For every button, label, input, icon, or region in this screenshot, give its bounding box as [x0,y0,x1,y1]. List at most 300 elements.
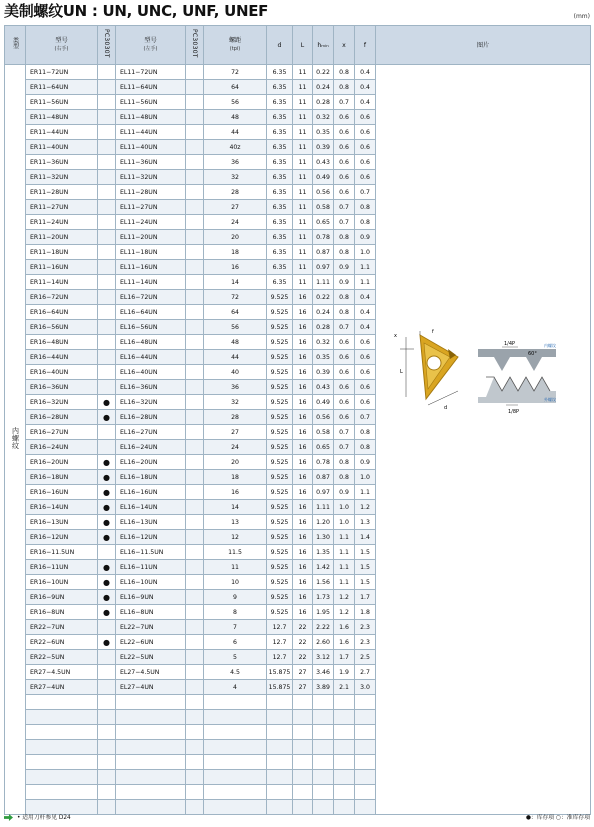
cell-f-value: 1.3 [355,515,376,530]
cell-stock-right [98,305,116,320]
cell-stock-right [98,170,116,185]
cell-stock-left [186,785,204,800]
footer-legend: ●：库存项 ○：准库存项 [525,815,590,821]
cell-f-value: 0.4 [355,290,376,305]
cell-l-value: 22 [293,620,313,635]
cell-pitch: 20 [204,455,267,470]
cell-l-value: 16 [293,485,313,500]
cell-stock-left [186,410,204,425]
cell-stock-left [186,605,204,620]
cell-l-value [293,725,313,740]
cell-l-value: 11 [293,140,313,155]
cell-f-value [355,710,376,725]
cell-left-model: EL11−44UN [116,125,186,140]
cell-x-value: 1.6 [334,620,355,635]
cell-left-model: EL16−16UN [116,485,186,500]
cell-x-value [334,725,355,740]
cell-stock-left [186,350,204,365]
cell-x-value: 1.9 [334,665,355,680]
cell-hmin-value: 0.78 [313,455,334,470]
cell-pitch: 44 [204,125,267,140]
cell-left-model: EL16−12UN [116,530,186,545]
cell-l-value: 11 [293,65,313,80]
cell-stock-right [98,185,116,200]
cell-hmin-value: 0.97 [313,260,334,275]
cell-left-model: EL11−27UN [116,200,186,215]
cell-right-model: ER16−28UN [26,410,98,425]
cell-d-value: 9.525 [267,440,293,455]
diagram-label-d: d [444,405,448,411]
cell-stock-left [186,695,204,710]
cell-right-model [26,770,98,785]
cell-f-value [355,785,376,800]
cell-d-value: 6.35 [267,275,293,290]
cell-f-value: 0.6 [355,170,376,185]
cell-left-model: EL16−11.5UN [116,545,186,560]
cell-f-value: 1.1 [355,260,376,275]
cell-pitch: 16 [204,260,267,275]
cell-right-model: ER11−14UN [26,275,98,290]
header-L: L [293,26,313,65]
cell-stock-left [186,155,204,170]
cell-l-value: 11 [293,230,313,245]
cell-stock-right [98,440,116,455]
cell-stock-right [98,725,116,740]
cell-f-value: 1.0 [355,470,376,485]
cell-hmin-value: 0.87 [313,470,334,485]
cell-l-value: 16 [293,290,313,305]
cell-l-value: 16 [293,305,313,320]
header-grade-left: PC3030T [186,26,204,65]
cell-x-value: 0.8 [334,470,355,485]
cell-f-value: 0.6 [355,140,376,155]
cell-stock-right [98,695,116,710]
cell-stock-right: ● [98,500,116,515]
cell-stock-right [98,290,116,305]
cell-stock-left [186,65,204,80]
cell-hmin-value: 1.30 [313,530,334,545]
cell-right-model: ER11−28UN [26,185,98,200]
cell-hmin-value [313,785,334,800]
cell-stock-left [186,125,204,140]
cell-d-value [267,695,293,710]
cell-pitch [204,710,267,725]
cell-l-value: 11 [293,245,313,260]
cell-pitch: 44 [204,350,267,365]
cell-x-value: 0.8 [334,305,355,320]
cell-hmin-value: 0.65 [313,440,334,455]
cell-stock-right: ● [98,485,116,500]
cell-hmin-value: 1.35 [313,545,334,560]
cell-left-model: EL16−20UN [116,455,186,470]
cell-pitch: 7 [204,620,267,635]
cell-stock-left [186,575,204,590]
cell-left-model: EL11−32UN [116,170,186,185]
cell-d-value [267,740,293,755]
cell-d-value: 9.525 [267,530,293,545]
diagram-pitch-bottom: 1/8P [508,409,520,415]
header-f: f [355,26,376,65]
cell-stock-left [186,110,204,125]
cell-l-value: 11 [293,200,313,215]
cell-hmin-value [313,695,334,710]
cell-l-value: 16 [293,515,313,530]
cell-x-value: 0.6 [334,365,355,380]
cell-f-value: 0.7 [355,185,376,200]
cell-left-model: EL27−4.5UN [116,665,186,680]
cell-right-model: ER16−9UN [26,590,98,605]
cell-x-value: 0.7 [334,425,355,440]
cell-l-value [293,755,313,770]
table-header-row [5,26,591,65]
cell-left-model [116,710,186,725]
header-right-model: 型号 (右手) [26,26,98,65]
cell-stock-right [98,665,116,680]
cell-stock-right [98,770,116,785]
cell-stock-left [186,560,204,575]
cell-pitch: 10 [204,575,267,590]
cell-right-model: ER16−11UN [26,560,98,575]
cell-stock-right [98,230,116,245]
cell-stock-left [186,395,204,410]
cell-d-value: 6.35 [267,260,293,275]
cell-f-value: 1.0 [355,245,376,260]
cell-right-model: ER27−4.5UN [26,665,98,680]
cell-f-value: 0.8 [355,425,376,440]
cell-x-value: 0.6 [334,350,355,365]
cell-stock-left [186,380,204,395]
cell-x-value: 0.8 [334,65,355,80]
cell-stock-left [186,440,204,455]
cell-right-model: ER11−36UN [26,155,98,170]
cell-l-value: 27 [293,680,313,695]
cell-f-value: 1.1 [355,485,376,500]
cell-f-value: 0.7 [355,410,376,425]
cell-hmin-value: 1.42 [313,560,334,575]
cell-stock-left [186,200,204,215]
cell-pitch: 56 [204,95,267,110]
cell-stock-left [186,770,204,785]
cell-stock-left [186,275,204,290]
cell-d-value [267,755,293,770]
cell-l-value: 11 [293,215,313,230]
cell-stock-right: ● [98,575,116,590]
cell-f-value: 1.4 [355,530,376,545]
cell-stock-right [98,350,116,365]
cell-stock-right [98,380,116,395]
cell-stock-right [98,710,116,725]
cell-stock-left [186,470,204,485]
cell-right-model: ER11−72UN [26,65,98,80]
cell-left-model: EL16−72UN [116,290,186,305]
cell-right-model: ER16−32UN [26,395,98,410]
cell-hmin-value: 2.22 [313,620,334,635]
cell-left-model: EL11−72UN [116,65,186,80]
cell-f-value: 2.3 [355,620,376,635]
cell-left-model: EL16−56UN [116,320,186,335]
cell-hmin-value: 0.24 [313,80,334,95]
diagram-label-L: L [400,369,403,375]
cell-d-value: 6.35 [267,185,293,200]
cell-pitch: 9 [204,590,267,605]
cell-left-model: EL16−64UN [116,305,186,320]
cell-pitch: 28 [204,185,267,200]
cell-left-model: EL16−28UN [116,410,186,425]
header-pitch: 螺距 (tpi) [204,26,267,65]
cell-x-value: 0.8 [334,245,355,260]
cell-d-value: 6.35 [267,155,293,170]
cell-pitch: 72 [204,65,267,80]
cell-pitch: 48 [204,110,267,125]
cell-l-value: 16 [293,470,313,485]
cell-pitch: 27 [204,200,267,215]
cell-right-model: ER16−14UN [26,500,98,515]
cell-d-value: 6.35 [267,200,293,215]
cell-hmin-value: 2.60 [313,635,334,650]
cell-f-value: 1.1 [355,275,376,290]
cell-stock-right [98,155,116,170]
cell-stock-left [186,230,204,245]
cell-pitch: 72 [204,290,267,305]
cell-hmin-value: 3.46 [313,665,334,680]
cell-stock-left [186,170,204,185]
cell-stock-right [98,800,116,815]
cell-f-value: 0.6 [355,380,376,395]
cell-x-value: 0.8 [334,290,355,305]
cell-pitch [204,740,267,755]
cell-stock-right [98,110,116,125]
cell-f-value: 0.4 [355,80,376,95]
cell-d-value: 6.35 [267,170,293,185]
header-x: x [334,26,355,65]
cell-left-model: EL11−16UN [116,260,186,275]
cell-stock-left [186,455,204,470]
cell-f-value: 0.9 [355,230,376,245]
cell-d-value: 9.525 [267,335,293,350]
cell-x-value [334,710,355,725]
cell-pitch: 16 [204,485,267,500]
cell-l-value: 16 [293,380,313,395]
picture-cell [376,65,591,815]
cell-left-model: EL16−10UN [116,575,186,590]
cell-l-value [293,800,313,815]
cell-right-model: ER16−11.5UN [26,545,98,560]
cell-f-value: 0.4 [355,65,376,80]
cell-f-value: 2.3 [355,635,376,650]
cell-right-model: ER11−27UN [26,200,98,215]
cell-d-value: 9.525 [267,515,293,530]
cell-stock-right: ● [98,455,116,470]
cell-stock-left [186,680,204,695]
cell-x-value [334,755,355,770]
cell-pitch: 32 [204,170,267,185]
cell-stock-right [98,785,116,800]
cell-stock-right: ● [98,395,116,410]
cell-d-value: 6.35 [267,65,293,80]
cell-hmin-value: 0.22 [313,290,334,305]
cell-left-model: EL16−13UN [116,515,186,530]
cell-x-value: 0.8 [334,230,355,245]
diagram-label-x: x [394,333,397,339]
cell-right-model: ER11−64UN [26,80,98,95]
cell-stock-left [186,335,204,350]
cell-right-model [26,710,98,725]
cell-hmin-value: 0.22 [313,65,334,80]
cell-pitch: 24 [204,215,267,230]
cell-x-value: 0.9 [334,260,355,275]
cell-x-value: 0.9 [334,275,355,290]
cell-d-value: 9.525 [267,395,293,410]
cell-pitch: 32 [204,395,267,410]
cell-f-value: 1.7 [355,590,376,605]
cell-left-model: EL11−24UN [116,215,186,230]
footer-note: • 适用刀杆参见 D24 [17,815,71,821]
cell-stock-right [98,215,116,230]
cell-left-model: EL16−24UN [116,440,186,455]
cell-right-model: ER16−20UN [26,455,98,470]
cell-x-value: 0.6 [334,140,355,155]
cell-pitch: 40 [204,365,267,380]
cell-right-model: ER16−8UN [26,605,98,620]
cell-f-value [355,770,376,785]
cell-stock-right: ● [98,590,116,605]
cell-l-value: 16 [293,365,313,380]
cell-left-model: EL22−5UN [116,650,186,665]
cell-hmin-value: 0.58 [313,425,334,440]
cell-right-model: ER16−13UN [26,515,98,530]
header-picture: 图片 [376,26,591,65]
cell-right-model: ER11−40UN [26,140,98,155]
cell-stock-left [186,710,204,725]
diagram-label-f: f [432,329,434,335]
cell-left-model [116,695,186,710]
cell-f-value: 0.8 [355,200,376,215]
cell-f-value [355,755,376,770]
header-grade-right: PC3030T [98,26,116,65]
cell-left-model [116,740,186,755]
cell-right-model: ER27−4UN [26,680,98,695]
cell-f-value [355,695,376,710]
cell-pitch: 14 [204,275,267,290]
cell-stock-right: ● [98,530,116,545]
category-label: 内螺纹 [11,427,20,449]
cell-l-value: 11 [293,155,313,170]
cell-right-model [26,725,98,740]
cell-hmin-value: 0.28 [313,95,334,110]
cell-l-value [293,710,313,725]
header-category: 类型 [5,26,26,65]
cell-stock-left [186,590,204,605]
cell-right-model [26,695,98,710]
cell-d-value: 6.35 [267,95,293,110]
cell-x-value [334,800,355,815]
cell-stock-right [98,125,116,140]
cell-pitch: 4.5 [204,665,267,680]
cell-x-value: 1.2 [334,605,355,620]
cell-d-value: 9.525 [267,500,293,515]
cell-l-value [293,785,313,800]
cell-f-value [355,800,376,815]
cell-hmin-value: 0.97 [313,485,334,500]
cell-left-model: EL11−28UN [116,185,186,200]
cell-stock-right: ● [98,515,116,530]
cell-stock-left [186,290,204,305]
cell-x-value: 0.6 [334,395,355,410]
cell-x-value: 0.6 [334,335,355,350]
cell-hmin-value: 0.49 [313,395,334,410]
cell-pitch [204,725,267,740]
cell-d-value: 6.35 [267,80,293,95]
cell-right-model: ER16−27UN [26,425,98,440]
cell-stock-right [98,620,116,635]
cell-pitch: 12 [204,530,267,545]
cell-right-model: ER16−24UN [26,440,98,455]
cell-l-value: 22 [293,635,313,650]
cell-pitch [204,785,267,800]
cell-stock-right: ● [98,470,116,485]
cell-d-value: 9.525 [267,485,293,500]
cell-stock-right: ● [98,560,116,575]
cell-hmin-value [313,725,334,740]
cell-d-value [267,725,293,740]
cell-right-model: ER11−48UN [26,110,98,125]
cell-d-value: 9.525 [267,575,293,590]
cell-pitch [204,800,267,815]
cell-stock-left [186,500,204,515]
cell-f-value: 1.5 [355,575,376,590]
cell-hmin-value: 1.73 [313,590,334,605]
cell-stock-left [186,485,204,500]
cell-l-value: 11 [293,170,313,185]
cell-hmin-value: 0.56 [313,185,334,200]
cell-f-value: 0.6 [355,335,376,350]
cell-x-value: 1.7 [334,650,355,665]
cell-pitch: 18 [204,245,267,260]
cell-right-model: ER11−20UN [26,230,98,245]
cell-stock-left [186,800,204,815]
cell-right-model: ER16−18UN [26,470,98,485]
cell-hmin-value: 0.24 [313,305,334,320]
cell-f-value: 0.6 [355,125,376,140]
cell-left-model: EL11−18UN [116,245,186,260]
cell-x-value: 0.7 [334,200,355,215]
arrow-right-icon [4,814,13,821]
cell-f-value: 1.5 [355,560,376,575]
cell-pitch: 28 [204,410,267,425]
cell-d-value: 6.35 [267,110,293,125]
cell-l-value: 11 [293,185,313,200]
cell-pitch: 5 [204,650,267,665]
cell-pitch: 18 [204,470,267,485]
cell-pitch: 14 [204,500,267,515]
cell-x-value: 0.6 [334,125,355,140]
cell-l-value: 11 [293,110,313,125]
cell-stock-left [186,185,204,200]
cell-left-model: EL16−36UN [116,380,186,395]
cell-right-model: ER11−32UN [26,170,98,185]
cell-stock-right [98,755,116,770]
cell-x-value: 0.6 [334,110,355,125]
cell-l-value: 16 [293,560,313,575]
cell-stock-right [98,545,116,560]
cell-stock-right [98,200,116,215]
cell-right-model: ER16−72UN [26,290,98,305]
cell-d-value: 9.525 [267,605,293,620]
cell-f-value: 2.7 [355,665,376,680]
cell-pitch: 40z [204,140,267,155]
cell-stock-right [98,80,116,95]
cell-l-value: 11 [293,275,313,290]
